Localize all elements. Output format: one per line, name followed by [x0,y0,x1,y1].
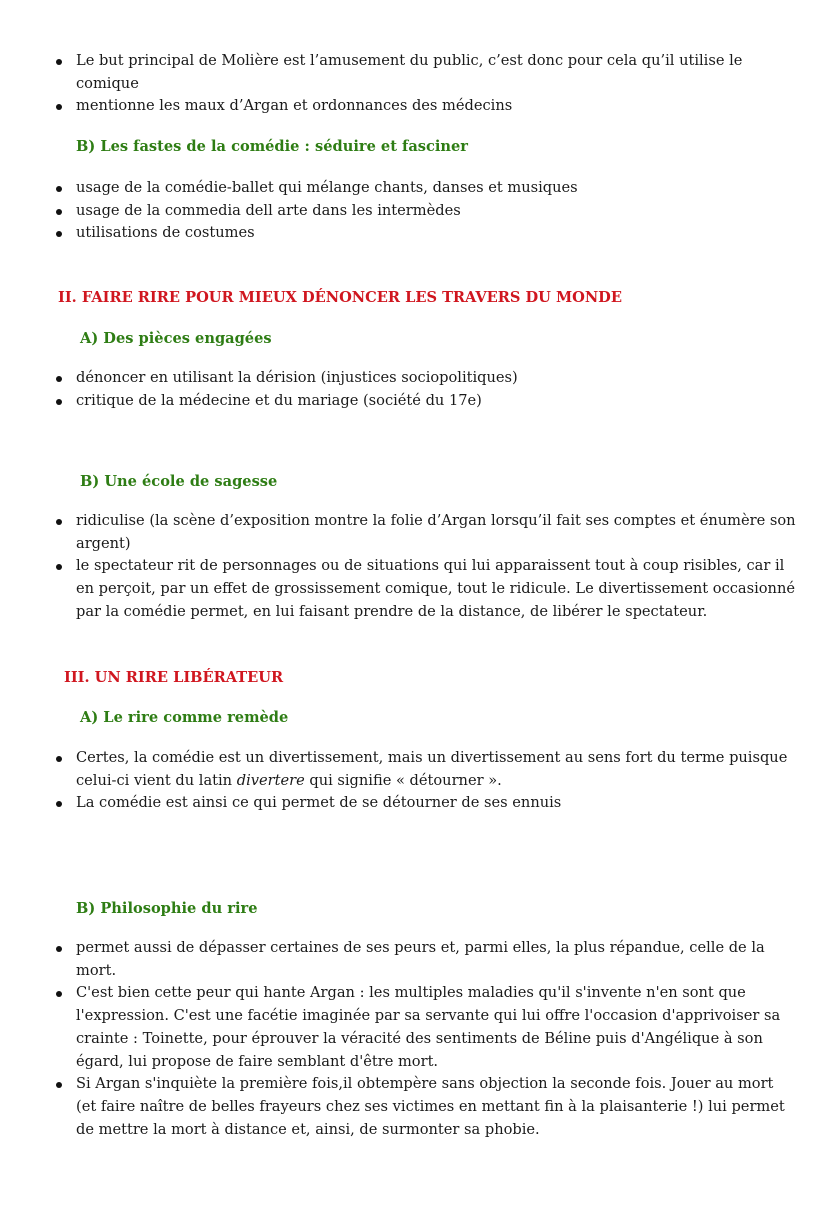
subheading-fastes-comedie: B) Les fastes de la comédie : séduire et fasciner [76,138,469,155]
list-item: le spectateur rit de personnages ou de situations qui lui apparaissent tout à coup risibles, car il en perçoit, par un effet de grossissement comique, tout le ridicule. Le divertissement occasionné par la comédie permet, en lui faisant prendre de la distance, de libérer le spectateur. [56,555,796,623]
philosophie-bullet-list [56,937,796,1141]
engagees-bullet-list [56,367,796,412]
list-item: usage de la commedia dell arte dans les intermèdes [56,200,796,223]
intro-bullet-list [56,50,796,118]
remede-bullet-list [56,747,796,815]
list-item: ridiculise (la scène d’exposition montre la folie d’Argan lorsqu’il fait ses comptes et énumère son argent) [56,510,796,555]
sagesse-bullet-list [56,510,796,624]
subheading-ecole-sagesse: B) Une école de sagesse [80,473,278,490]
list-item: C'est bien cette peur qui hante Argan : les multiples maladies qu'il s'invente n'en sont que l'expression. C'est une facétie imaginée par sa servante qui lui offre l'occasion d'apprivoiser sa crainte : Toinette, pour éprouver la véracité des sentiments de Béline puis d'Angélique à son égard, lui propose de faire semblant d'être mort. [56,982,796,1073]
list-item: utilisations de costumes [56,222,796,245]
list-item-text: qui signifie « détourner ». [304,771,502,789]
latin-term: divertere [236,771,305,789]
list-item: dénoncer en utilisant la dérision (injustices sociopolitiques) [56,367,796,390]
list-item: La comédie est ainsi ce qui permet de se détourner de ses ennuis [56,792,796,815]
list-item: usage de la comédie-ballet qui mélange chants, danses et musiques [56,177,796,200]
subheading-rire-remede: A) Le rire comme remède [80,709,289,726]
subheading-pieces-engagees: A) Des pièces engagées [80,330,272,347]
list-item: permet aussi de dépasser certaines de ses peurs et, parmi elles, la plus répandue, celle de la mort. [56,937,796,982]
section-heading-2: II. FAIRE RIRE POUR MIEUX DÉNONCER LES TRAVERS DU MONDE [58,289,622,306]
list-item [56,747,796,792]
list-item: critique de la médecine et du mariage (société du 17e) [56,390,796,413]
list-item: Si Argan s'inquiète la première fois,il obtempère sans objection la seconde fois. Jouer au mort (et faire naître de belles frayeurs chez ses victimes en mettant fin à la plaisanterie !) lui permet de mettre la mort à distance et, ainsi, de surmonter sa phobie. [56,1073,796,1141]
list-item: mentionne les maux d’Argan et ordonnances des médecins [56,95,796,118]
section-heading-3: III. UN RIRE LIBÉRATEUR [64,669,284,686]
list-item-text: Certes, la comédie est un divertissement, mais un divertissement au sens fort du terme puisque celui-ci vient du latin [76,749,788,789]
fastes-bullet-list [56,177,796,245]
subheading-philosophie-rire: B) Philosophie du rire [76,900,258,917]
list-item: Le but principal de Molière est l’amusement du public, c’est donc pour cela qu’il utilise le comique [56,50,796,95]
